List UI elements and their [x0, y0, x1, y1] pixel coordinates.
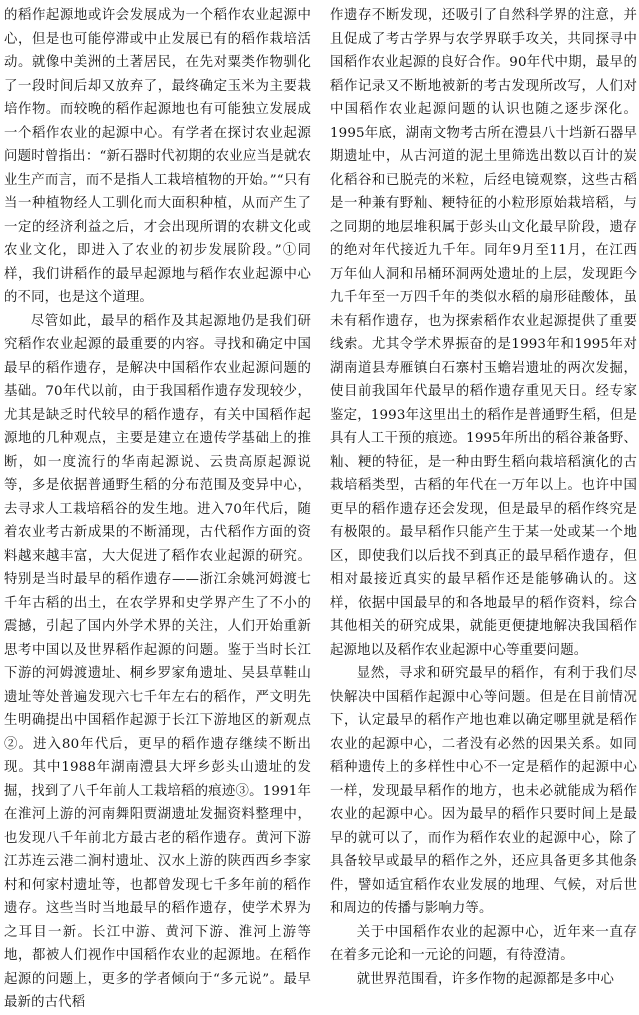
paragraph: 关于中国稻作农业的起源中心，近年来一直存在着多元论和一元论的问题，有待澄清。	[330, 924, 637, 963]
paragraph: 显然，寻求和研究最早的稻作，有利于我们尽快解决中国稻作起源中心等问题。但是在目前情况下，认定最早的稻作产地也难以确定哪里就是稻作农业的起源中心，二者没有必然的因果关系。如同稻种遗传上的多样性中心不一定是稻作的起源中心一样，发现最早稻作的地方，也未必就能成为稻作农业的起源中心。因为最早的稻作只要时间上是最早的就可以了，而作为稻作农业的起源中心，除了具备较早或最早的稻作之外，还应具备更多其他条件，譬如适宜稻作农业发展的地理、气候，对后世和周边的传播与影响力等。	[330, 666, 637, 916]
paragraph: 就世界范围看，许多作物的起源都是多中心	[356, 971, 615, 987]
paragraph: 作遗存不断发现，还吸引了自然科学界的注意，并且促成了考古学界与农学界联手攻关，共同探寻中国稻作农业起源的良好合作。90年代中期，最早的稻作记录又不断地被新的考古发现所改写，人们对中国稻作农业起源问题的认识也随之逐步深化。1995年底，湖南文物考古所在澧县八十垱新石器早期遗址中，从古河道的泥土里筛选出数以百计的炭化稻谷和已脱壳的米粒，后经电镜观察，这些古稻是一种兼有野籼、粳特征的小粒形原始栽培稻，与之同期的地层堆积属于彭头山文化最早阶段，遗存的绝对年代接近九千年。同年9月至11月，在江西万年仙人洞和吊桶环洞两处遗址的上层，发现距今九千年至一万四千年的类似水稻的扇形硅酸体，虽未有稻作遗存，也为探索稻作农业起源提供了重要线索。尤其令学术界振奋的是1993年和1995年对湖南道县寿雁镇白石寨村玉蟾岩遗址的两次发掘，使目前我国年代最早的稻作遗存重见天日。经专家鉴定，1993年这里出土的稻作是普通野生稻，但是具有人工干预的痕迹。1995年所出的稻谷兼备野、籼、粳的特征，是一种由野生稻向栽培稻演化的古栽培稻类型，古稻的年代在一万年以上。也许中国更早的稻作遗存还会发现，但是最早的稻作终究是有极限的。最早稻作只能产生于某一处或某一个地区，即使我们以后找不到真正的最早稻作遗存，但相对最接近真实的最早稻作还是能够确认的。这样，依据中国最早的和各地最早的稻作资料，综合其他相关的研究成果，就能更便捷地解决我国稻作起源地以及稻作农业起源中心等重要问题。	[330, 8, 637, 658]
right-column	[330, 4, 637, 991]
paragraph: 尽管如此，最早的稻作及其起源地仍是我们研究稻作农业起源的最重要的内容。寻找和确定中国最早的稻作遗存，是解决中国稻作农业起源问题的基础。70年代以前，由于我国稻作遗存发现较少，尤其是缺乏时代较早的稻作遗存，有关中国稻作起源地的几种观点，主要是建立在遗传学基础上的推断，如一度流行的华南起源说、云贵高原起源说等，多是依据普通野生稻的分布范围及变异中心，去寻求人工栽培稻谷的发生地。进入70年代后，随着农业考古新成果的不断涌现，古代稻作方面的资料越来越丰富，大大促进了稻作农业起源的研究。特别是当时最早的稻作遗存——浙江余姚河姆渡七千年古稻的出土，在农学界和史学界产生了不小的震撼，引起了国内外学术界的关注，人们开始重新思考中国以及世界稻作起源的问题。鉴于当时长江下游的河姆渡遗址、桐乡罗家角遗址、吴县草鞋山遗址等处普遍发现六七千年左右的稻作，严文明先生明确提出中国稻作起源于长江下游地区的新观点②。进入80年代后，更早的稻作遗存继续不断出现。其中1988年湖南澧县大坪乡彭头山遗址的发掘，找到了八千年前人工栽培稻的痕迹③。1991年在淮河上游的河南舞阳贾湖遗址发掘资料整理中，也发现八千年前北方最古老的稻作遗存。黄河下游江苏连云港二涧村遗址、汉水上游的陕西西乡李家村和何家村遗址等，也都曾发现七千多年前的稻作遗存。这些当时当地最早的稻作遗存，使学术界为之耳目一新。长江中游、黄河下游、淮河上游等地，都被人们视作中国稻作农业的起源地。在稻作起源的问题上，更多的学者倾向于“多元说”。最早最新的古代稻	[4, 313, 311, 1010]
left-column	[4, 4, 311, 1015]
paragraph: 的稻作起源地或许会发展成为一个稻作农业起源中心，但是也可能停滞或中止发展已有的稻作栽培活动。就像中美洲的土著居民，在先对粟类作物驯化了一段时间后却又放弃了，最终确定玉米为主要栽培作物。而较晚的稻作起源地也有可能独立发展成一个稻作农业的起源中心。有学者在探讨农业起源问题时曾指出：“新石器时代初期的农业应当是就农业生产而言，而不是指人工栽培植物的开始。”“只有当一种植物经人工驯化而大面积种植，从而产生了一定的经济利益之后，才会出现所谓的农耕文化或农业文化，即进入了农业的初步发展阶段。”①同样，我们讲稻作的最早起源地与稻作农业起源中心的不同，也是这个道理。	[4, 8, 311, 305]
